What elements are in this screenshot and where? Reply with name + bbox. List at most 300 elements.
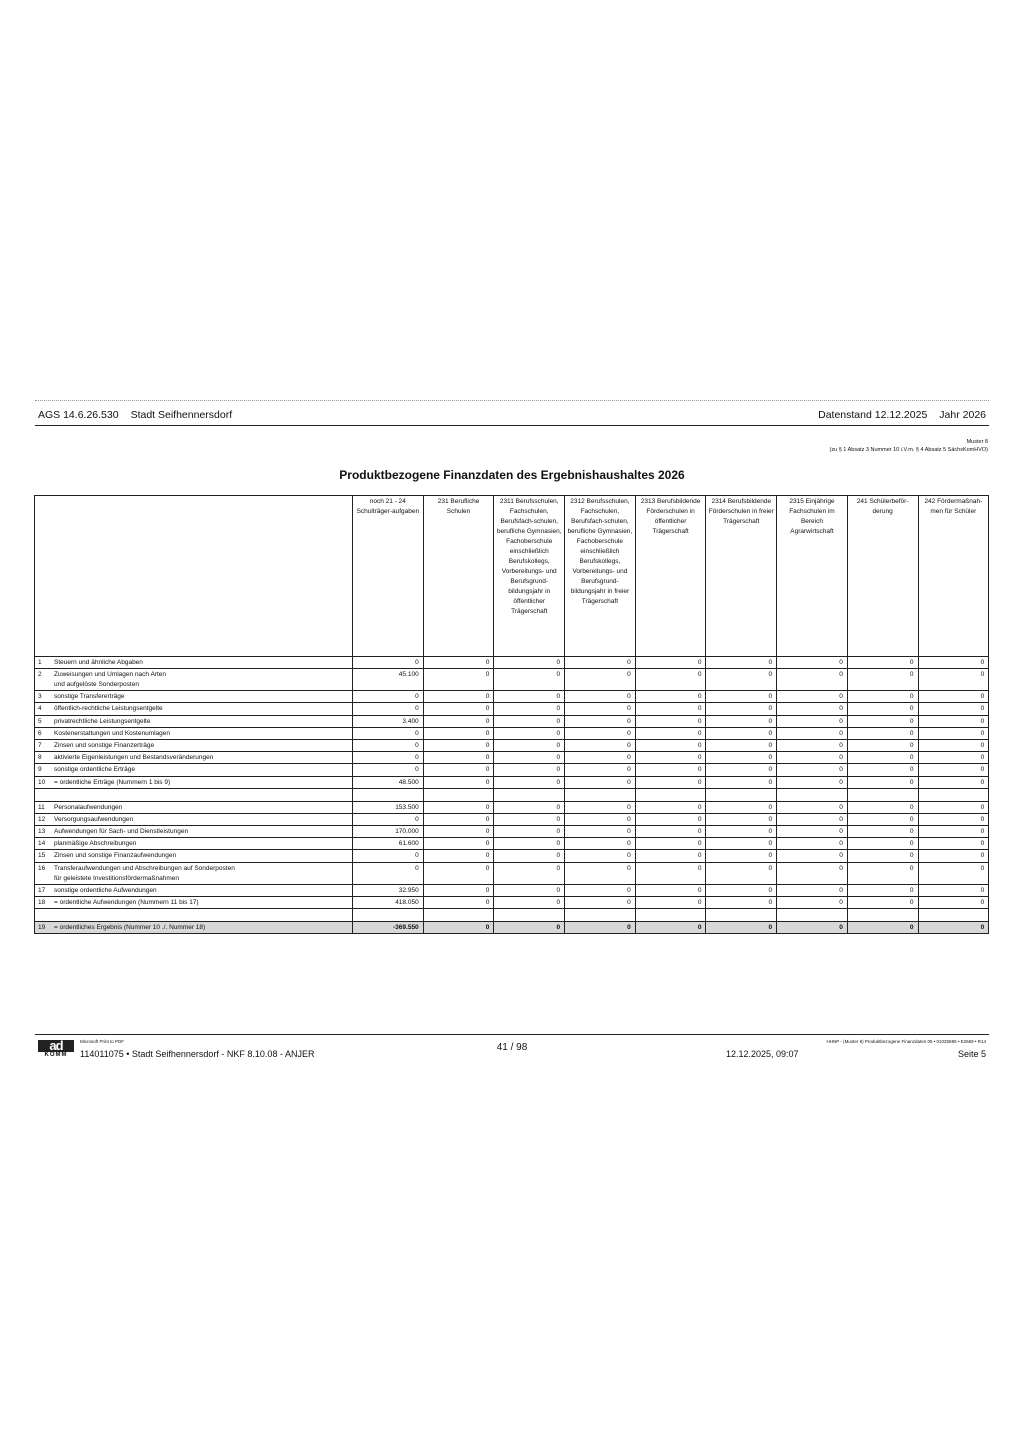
- row-number: 11: [38, 803, 45, 811]
- row-number: 8: [38, 754, 42, 762]
- value-cell: 0: [706, 691, 777, 703]
- row-number: 3: [38, 693, 42, 701]
- value-cell: 0: [777, 703, 848, 715]
- value-cell: 0: [353, 703, 424, 715]
- column-header: noch 21 - 24 Schulträger-aufgaben: [353, 496, 424, 657]
- value-cell: 0: [565, 776, 636, 788]
- value-cell: 0: [565, 884, 636, 896]
- row-label: [35, 922, 353, 934]
- row-text: Zuweisungen und Umlagen nach Arten: [54, 671, 167, 679]
- spacer-cell: [565, 909, 636, 922]
- table-row: [35, 884, 989, 896]
- value-cell: 0: [847, 691, 918, 703]
- row-label: [35, 691, 353, 703]
- spacer-row: [35, 788, 989, 801]
- row-text: planmäßige Abschreibungen: [54, 840, 137, 848]
- row-number: 4: [38, 705, 42, 713]
- value-cell: 0: [847, 838, 918, 850]
- value-cell: 0: [565, 669, 636, 691]
- header-label-cell: [35, 496, 353, 657]
- value-cell: 0: [847, 703, 918, 715]
- value-cell: 0: [777, 896, 848, 908]
- value-cell: -369.550: [353, 922, 424, 934]
- value-cell: 0: [423, 727, 494, 739]
- row-text: Versorgungsaufwendungen: [54, 815, 134, 823]
- table-header-row: [35, 496, 989, 657]
- row-text: Zinsen und sonstige Finanzerträge: [54, 741, 155, 749]
- value-cell: 0: [353, 850, 424, 862]
- value-cell: 0: [918, 826, 989, 838]
- value-cell: 0: [635, 826, 706, 838]
- value-cell: 0: [918, 776, 989, 788]
- value-cell: 418.050: [353, 896, 424, 908]
- value-cell: 0: [635, 715, 706, 727]
- value-cell: 0: [565, 764, 636, 776]
- value-cell: 0: [353, 691, 424, 703]
- muster-label: Muster 8: [966, 439, 988, 445]
- value-cell: 0: [847, 826, 918, 838]
- value-cell: 0: [423, 922, 494, 934]
- row-number: 19: [38, 924, 46, 931]
- spacer-cell: [565, 788, 636, 801]
- table-row: [35, 801, 989, 813]
- spacer-cell: [494, 788, 565, 801]
- value-cell: 0: [706, 739, 777, 751]
- row-text: privatrechtliche Leistungsentgelte: [54, 717, 151, 725]
- value-cell: 0: [918, 703, 989, 715]
- row-text: = ordentliche Erträge (Nummern 1 bis 9): [54, 778, 171, 786]
- value-cell: 0: [494, 862, 565, 884]
- value-cell: 0: [918, 752, 989, 764]
- table-row: [35, 669, 989, 691]
- value-cell: 0: [635, 764, 706, 776]
- row-label: [35, 703, 353, 715]
- value-cell: 0: [706, 862, 777, 884]
- table-row: [35, 752, 989, 764]
- value-cell: 0: [423, 764, 494, 776]
- footer-rule: [35, 1034, 989, 1035]
- ags-code: AGS 14.6.26.530: [38, 409, 119, 421]
- value-cell: 0: [918, 884, 989, 896]
- value-cell: 0: [777, 739, 848, 751]
- value-cell: 0: [847, 896, 918, 908]
- value-cell: 0: [847, 776, 918, 788]
- row-label: [35, 826, 353, 838]
- value-cell: 0: [353, 862, 424, 884]
- value-cell: 0: [635, 752, 706, 764]
- table-row: [35, 826, 989, 838]
- spacer-cell: [777, 788, 848, 801]
- row-text: = ordentliche Aufwendungen (Nummern 11 bis 17): [54, 898, 199, 906]
- value-cell: 0: [847, 884, 918, 896]
- value-cell: 0: [635, 838, 706, 850]
- value-cell: 0: [635, 669, 706, 691]
- table-row: [35, 850, 989, 862]
- table-row: [35, 715, 989, 727]
- value-cell: 0: [635, 884, 706, 896]
- value-cell: 0: [847, 922, 918, 934]
- value-cell: 0: [353, 813, 424, 825]
- value-cell: 0: [423, 739, 494, 751]
- row-text: Personalaufwendungen: [54, 803, 123, 811]
- row-number: 15: [38, 852, 46, 860]
- table-row: [35, 691, 989, 703]
- value-cell: 0: [565, 862, 636, 884]
- spacer-cell: [706, 788, 777, 801]
- value-cell: 0: [918, 657, 989, 669]
- spacer-cell: [423, 909, 494, 922]
- municipality-name: Stadt Seifhennersdorf: [130, 409, 233, 421]
- value-cell: 0: [706, 752, 777, 764]
- table-row: [35, 813, 989, 825]
- value-cell: 0: [353, 764, 424, 776]
- row-label: [35, 739, 353, 751]
- row-text: sonstige ordentliche Erträge: [54, 766, 135, 774]
- spacer-cell: [918, 909, 989, 922]
- value-cell: 0: [494, 896, 565, 908]
- row-number: 18: [38, 898, 46, 906]
- value-cell: 0: [706, 669, 777, 691]
- table-body: [35, 657, 989, 934]
- value-cell: 0: [706, 884, 777, 896]
- value-cell: 32.950: [353, 884, 424, 896]
- footer-report-code: HHNP - (Muster 8) Produktbezogene Finanzdaten 05 • 01025885 • E2669 • R14: [826, 1039, 986, 1044]
- footer-page: Seite 5: [957, 1049, 986, 1059]
- value-cell: 0: [706, 922, 777, 934]
- row-number: 16: [38, 864, 46, 872]
- muster-note: [830, 438, 988, 454]
- value-cell: 0: [565, 691, 636, 703]
- value-cell: 0: [706, 826, 777, 838]
- value-cell: 0: [635, 862, 706, 884]
- row-label: [35, 776, 353, 788]
- value-cell: 0: [777, 838, 848, 850]
- value-cell: 0: [423, 850, 494, 862]
- table-row: [35, 862, 989, 884]
- column-header: 241 Schülerbeför-derung: [847, 496, 918, 657]
- table-row: [35, 657, 989, 669]
- value-cell: 0: [706, 838, 777, 850]
- logo-komm: KOMM: [44, 1052, 68, 1058]
- value-cell: 0: [777, 691, 848, 703]
- row-text: = ordentliches Ergebnis (Nummer 10 ./. Nummer 18): [54, 924, 206, 931]
- value-cell: 0: [777, 801, 848, 813]
- row-label: [35, 850, 353, 862]
- value-cell: 61.600: [353, 838, 424, 850]
- value-cell: 0: [777, 813, 848, 825]
- spacer-cell: [353, 788, 424, 801]
- value-cell: 0: [565, 838, 636, 850]
- value-cell: 0: [918, 862, 989, 884]
- value-cell: 0: [706, 657, 777, 669]
- value-cell: 0: [635, 739, 706, 751]
- spacer-cell: [635, 909, 706, 922]
- value-cell: 0: [494, 727, 565, 739]
- row-number: 5: [38, 717, 42, 725]
- table-row: [35, 739, 989, 751]
- value-cell: 0: [706, 850, 777, 862]
- spacer-cell: [353, 909, 424, 922]
- header-left: [38, 409, 232, 421]
- row-text: sonstige ordentliche Aufwendungen: [54, 886, 157, 894]
- spacer-cell: [494, 909, 565, 922]
- value-cell: 0: [777, 764, 848, 776]
- value-cell: 0: [494, 703, 565, 715]
- row-text: Zinsen und sonstige Finanzaufwendungen: [54, 852, 177, 860]
- value-cell: 0: [494, 884, 565, 896]
- value-cell: 0: [847, 850, 918, 862]
- row-text: sonstige Transfererträge: [54, 693, 125, 701]
- value-cell: 0: [423, 715, 494, 727]
- value-cell: 0: [423, 838, 494, 850]
- data-status: Datenstand 12.12.2025: [818, 409, 928, 421]
- table-row: [35, 703, 989, 715]
- value-cell: 0: [918, 764, 989, 776]
- value-cell: 0: [918, 896, 989, 908]
- printer-name: Microsoft Print to PDF: [80, 1039, 125, 1044]
- value-cell: 0: [706, 776, 777, 788]
- finance-table: [34, 495, 989, 934]
- value-cell: 0: [847, 813, 918, 825]
- row-number: 12: [38, 815, 46, 823]
- value-cell: 3.400: [353, 715, 424, 727]
- value-cell: 0: [353, 739, 424, 751]
- spacer-cell: [423, 788, 494, 801]
- value-cell: 0: [565, 922, 636, 934]
- value-cell: 0: [494, 922, 565, 934]
- spacer-cell: [847, 788, 918, 801]
- row-text: aktivierte Eigenleistungen und Bestandsveränderungen: [54, 754, 214, 762]
- page-counter: 41 / 98: [496, 1042, 528, 1053]
- table-row: [35, 764, 989, 776]
- row-number: 6: [38, 729, 42, 737]
- value-cell: 0: [423, 884, 494, 896]
- value-cell: 0: [423, 703, 494, 715]
- row-number: 9: [38, 766, 42, 774]
- value-cell: 0: [635, 727, 706, 739]
- value-cell: 0: [706, 801, 777, 813]
- row-text: Aufwendungen für Sach- und Dienstleistungen: [54, 828, 189, 836]
- value-cell: 0: [565, 826, 636, 838]
- value-cell: 48.500: [353, 776, 424, 788]
- value-cell: 0: [847, 801, 918, 813]
- value-cell: 0: [635, 691, 706, 703]
- value-cell: 0: [777, 715, 848, 727]
- value-cell: 0: [847, 862, 918, 884]
- row-text-continued: und aufgelöste Sonderposten: [54, 681, 139, 689]
- value-cell: 0: [635, 776, 706, 788]
- value-cell: 0: [777, 884, 848, 896]
- spacer-cell: [635, 788, 706, 801]
- value-cell: 0: [565, 657, 636, 669]
- budget-year: Jahr 2026: [939, 409, 986, 421]
- value-cell: 0: [918, 739, 989, 751]
- value-cell: 0: [635, 703, 706, 715]
- value-cell: 0: [635, 850, 706, 862]
- row-label: [35, 752, 353, 764]
- row-text: Steuern und ähnliche Abgaben: [54, 659, 143, 666]
- spacer-cell: [35, 909, 353, 922]
- value-cell: 0: [494, 669, 565, 691]
- row-text: öffentlich-rechtliche Leistungsentgelte: [54, 705, 163, 713]
- spacer-cell: [847, 909, 918, 922]
- value-cell: 0: [494, 826, 565, 838]
- value-cell: 170.000: [353, 826, 424, 838]
- value-cell: 0: [918, 850, 989, 862]
- value-cell: 0: [777, 727, 848, 739]
- value-cell: 0: [706, 764, 777, 776]
- value-cell: 0: [847, 727, 918, 739]
- row-label: [35, 896, 353, 908]
- column-header: 2312 Berufsschulen, Fachschulen, Berufsfach-schulen, berufliche Gymnasien, Fachoberschule einschließlich Berufskollegs, Vorbereitungs- und Berufsgrund-bildungsjahr in freier Trägerschaft: [565, 496, 636, 657]
- value-cell: 0: [847, 669, 918, 691]
- value-cell: 0: [494, 776, 565, 788]
- value-cell: 0: [847, 764, 918, 776]
- value-cell: 0: [423, 657, 494, 669]
- value-cell: 0: [565, 850, 636, 862]
- table-row: [35, 776, 989, 788]
- row-number: 7: [38, 741, 42, 749]
- value-cell: 0: [353, 752, 424, 764]
- row-number: 14: [38, 840, 46, 848]
- value-cell: 0: [635, 896, 706, 908]
- value-cell: 0: [494, 764, 565, 776]
- value-cell: 0: [918, 813, 989, 825]
- row-label: [35, 764, 353, 776]
- footer-document-id: 114011075 • Stadt Seifhennersdorf - NKF 8.10.08 - ANJER: [80, 1049, 315, 1059]
- value-cell: 0: [494, 691, 565, 703]
- value-cell: 0: [706, 813, 777, 825]
- muster-reference: (zu § 1 Absatz 3 Nummer 10 i.V.m. § 4 Absatz 5 SächsKomHVO): [829, 447, 988, 453]
- row-number: 10: [38, 778, 46, 786]
- value-cell: 0: [847, 739, 918, 751]
- column-header: 2315 Einjährige Fachschulen im Bereich Agrarwirtschaft: [777, 496, 848, 657]
- value-cell: 0: [423, 669, 494, 691]
- table-row: [35, 727, 989, 739]
- value-cell: 0: [494, 850, 565, 862]
- value-cell: 0: [918, 838, 989, 850]
- row-text-continued: für geleistete Investitionsfördermaßnahmen: [54, 874, 180, 882]
- value-cell: 0: [918, 727, 989, 739]
- value-cell: 0: [635, 813, 706, 825]
- value-cell: 0: [635, 801, 706, 813]
- value-cell: 0: [918, 922, 989, 934]
- value-cell: 0: [777, 922, 848, 934]
- value-cell: 0: [423, 862, 494, 884]
- table-row: [35, 896, 989, 908]
- value-cell: 0: [565, 727, 636, 739]
- value-cell: 0: [847, 657, 918, 669]
- row-label: [35, 801, 353, 813]
- footer-datetime: 12.12.2025, 09:07: [726, 1049, 799, 1059]
- value-cell: 0: [565, 703, 636, 715]
- value-cell: 0: [918, 669, 989, 691]
- row-label: [35, 838, 353, 850]
- value-cell: 0: [777, 657, 848, 669]
- value-cell: 0: [494, 739, 565, 751]
- row-text: Transferaufwendungen und Abschreibungen auf Sonderposten: [54, 864, 235, 872]
- value-cell: 0: [706, 703, 777, 715]
- value-cell: 0: [565, 801, 636, 813]
- column-header: 242 Fördermaßnah-men für Schüler: [918, 496, 989, 657]
- column-header: 2311 Berufsschulen, Fachschulen, Berufsfach-schulen, berufliche Gymnasien, Fachoberschule einschließlich Berufskollegs, Vorbereitungs- und Berufsgrund-bildungsjahr in öffentlicher Trägerschaft: [494, 496, 565, 657]
- header-rule: [35, 425, 989, 426]
- value-cell: 0: [494, 752, 565, 764]
- value-cell: 0: [918, 801, 989, 813]
- column-header: 231 Berufliche Schulen: [423, 496, 494, 657]
- value-cell: 0: [635, 922, 706, 934]
- value-cell: 0: [494, 838, 565, 850]
- row-label: [35, 669, 353, 691]
- value-cell: 0: [777, 669, 848, 691]
- value-cell: 0: [494, 657, 565, 669]
- value-cell: 0: [565, 896, 636, 908]
- header-right: [818, 409, 986, 421]
- value-cell: 45.100: [353, 669, 424, 691]
- value-cell: 0: [353, 727, 424, 739]
- row-number: 1: [38, 659, 42, 666]
- value-cell: 0: [494, 715, 565, 727]
- value-cell: 0: [635, 657, 706, 669]
- table-row: [35, 838, 989, 850]
- table-row: [35, 922, 989, 934]
- value-cell: 0: [918, 715, 989, 727]
- value-cell: 0: [706, 896, 777, 908]
- value-cell: 0: [777, 776, 848, 788]
- spacer-cell: [918, 788, 989, 801]
- row-number: 2: [38, 671, 42, 679]
- value-cell: 0: [777, 862, 848, 884]
- row-label: [35, 715, 353, 727]
- spacer-cell: [706, 909, 777, 922]
- value-cell: 0: [777, 826, 848, 838]
- value-cell: 0: [706, 715, 777, 727]
- row-label: [35, 813, 353, 825]
- page-title: Produktbezogene Finanzdaten des Ergebnishaushaltes 2026: [339, 468, 685, 482]
- value-cell: 0: [423, 826, 494, 838]
- value-cell: 0: [494, 813, 565, 825]
- value-cell: 0: [423, 896, 494, 908]
- value-cell: 0: [423, 813, 494, 825]
- row-label: [35, 727, 353, 739]
- column-header: 2313 Berufsbildende Förderschulen in öffentlicher Trägerschaft: [635, 496, 706, 657]
- row-number: 13: [38, 828, 46, 836]
- value-cell: 0: [777, 850, 848, 862]
- value-cell: 0: [565, 715, 636, 727]
- row-text: Kostenerstattungen und Kostenumlagen: [54, 729, 171, 737]
- value-cell: 0: [565, 813, 636, 825]
- value-cell: 0: [423, 801, 494, 813]
- value-cell: 0: [423, 776, 494, 788]
- row-number: 17: [38, 886, 46, 894]
- value-cell: 153.500: [353, 801, 424, 813]
- top-dotted-divider: [35, 400, 989, 401]
- value-cell: 0: [847, 752, 918, 764]
- spacer-row: [35, 909, 989, 922]
- value-cell: 0: [565, 739, 636, 751]
- value-cell: 0: [565, 752, 636, 764]
- value-cell: 0: [494, 801, 565, 813]
- row-label: [35, 657, 353, 669]
- value-cell: 0: [423, 752, 494, 764]
- row-label: [35, 862, 353, 884]
- value-cell: 0: [918, 691, 989, 703]
- column-header: 2314 Berufsbildende Förderschulen in freier Trägerschaft: [706, 496, 777, 657]
- row-label: [35, 884, 353, 896]
- spacer-cell: [35, 788, 353, 801]
- value-cell: 0: [847, 715, 918, 727]
- value-cell: 0: [777, 752, 848, 764]
